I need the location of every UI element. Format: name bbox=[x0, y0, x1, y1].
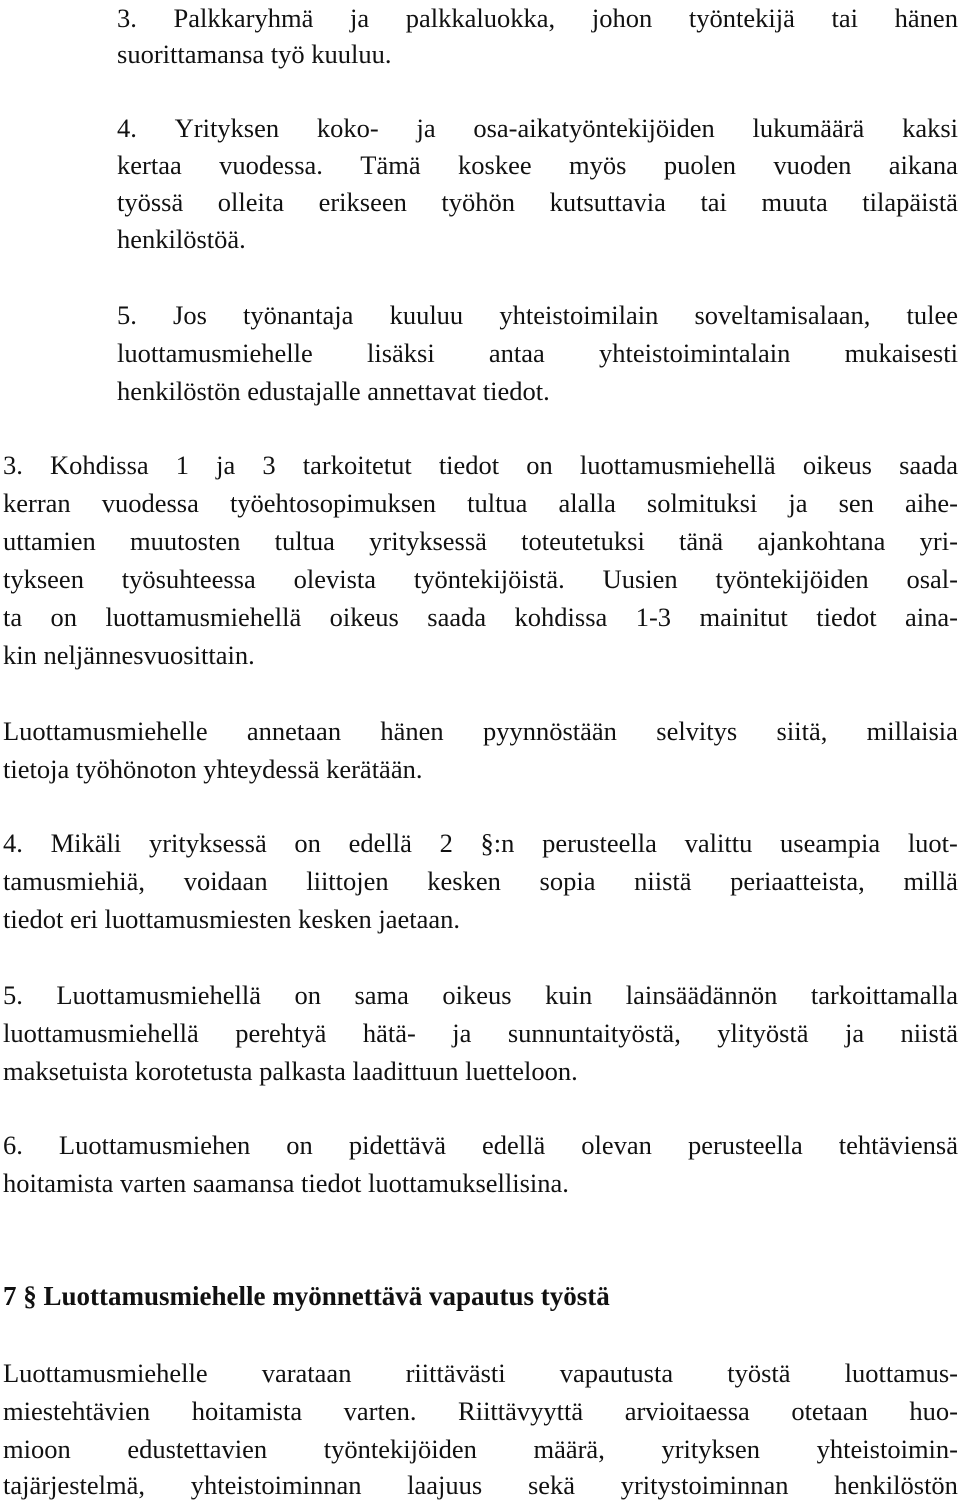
section-heading: 7 § Luottamusmiehelle myönnettävä vapautus työstä bbox=[3, 1281, 610, 1311]
section-para-line-2: miestehtävien hoitamista varten. Riittävyyttä arvioitaessa otetaan huo- bbox=[3, 1396, 958, 1426]
item-5-line-3: henkilöstön edustajalle annettavat tiedot. bbox=[117, 376, 550, 406]
section-para-line-4: tajärjestelmä, yhteistoiminnan laajuus sekä yritystoiminnan henkilöstön bbox=[3, 1470, 958, 1500]
para-3-line-3: uttamien muutosten tultua yrityksessä toteutetuksi tänä ajankohtana yri- bbox=[3, 526, 958, 556]
para-5-line-1: 5. Luottamusmiehellä on sama oikeus kuin lainsäädännön tarkoittamalla bbox=[3, 980, 958, 1010]
para-selvitys-line-1: Luottamusmiehelle annetaan hänen pyynnöstään selvitys siitä, millaisia bbox=[3, 716, 958, 746]
para-3-line-5: ta on luottamusmiehellä oikeus saada kohdissa 1-3 mainitut tiedot aina- bbox=[3, 602, 958, 632]
item-4-line-1: 4. Yrityksen koko- ja osa-aikatyöntekijöiden lukumäärä kaksi bbox=[117, 113, 958, 143]
item-3-line-1: 3. Palkkaryhmä ja palkkaluokka, johon työntekijä tai hänen bbox=[117, 3, 958, 33]
para-5-line-2: luottamusmiehellä perehtyä hätä- ja sunnuntaityöstä, ylityöstä ja niistä bbox=[3, 1018, 958, 1048]
para-6-line-1: 6. Luottamusmiehen on pidettävä edellä olevan perusteella tehtäviensä bbox=[3, 1130, 958, 1160]
item-4-line-2: kertaa vuodessa. Tämä koskee myös puolen vuoden aikana bbox=[117, 150, 958, 180]
section-para-line-3: mioon edustettavien työntekijöiden määrä, yrityksen yhteistoimin- bbox=[3, 1434, 958, 1464]
para-4-line-2: tamusmiehiä, voidaan liittojen kesken sopia niistä periaatteista, millä bbox=[3, 866, 958, 896]
para-3-line-1: 3. Kohdissa 1 ja 3 tarkoitetut tiedot on luottamusmiehellä oikeus saada bbox=[3, 450, 958, 480]
para-6-line-2: hoitamista varten saamansa tiedot luottamuksellisina. bbox=[3, 1168, 569, 1198]
para-3-line-6: kin neljännesvuosittain. bbox=[3, 640, 255, 670]
para-selvitys-line-2: tietoja työhönoton yhteydessä kerätään. bbox=[3, 754, 423, 784]
item-5-line-2: luottamusmiehelle lisäksi antaa yhteistoimintalain mukaisesti bbox=[117, 338, 958, 368]
para-5-line-3: maksetuista korotetusta palkasta laadittuun luetteloon. bbox=[3, 1056, 578, 1086]
item-4-line-3: työssä olleita erikseen työhön kutsuttavia tai muuta tilapäistä bbox=[117, 187, 958, 217]
item-5-line-1: 5. Jos työnantaja kuuluu yhteistoimilain soveltamisalaan, tulee bbox=[117, 300, 958, 330]
item-3-line-2: suorittamansa työ kuuluu. bbox=[117, 39, 392, 69]
para-3-line-2: kerran vuodessa työehtosopimuksen tultua alalla solmituksi ja sen aihe- bbox=[3, 488, 958, 518]
para-3-line-4: tykseen työsuhteessa olevista työntekijöistä. Uusien työntekijöiden osal- bbox=[3, 564, 958, 594]
para-4-line-1: 4. Mikäli yrityksessä on edellä 2 §:n perusteella valittu useampia luot- bbox=[3, 828, 958, 858]
para-4-line-3: tiedot eri luottamusmiesten kesken jaetaan. bbox=[3, 904, 460, 934]
section-para-line-1: Luottamusmiehelle varataan riittävästi vapautusta työstä luottamus- bbox=[3, 1358, 958, 1388]
item-4-line-4: henkilöstöä. bbox=[117, 224, 246, 254]
